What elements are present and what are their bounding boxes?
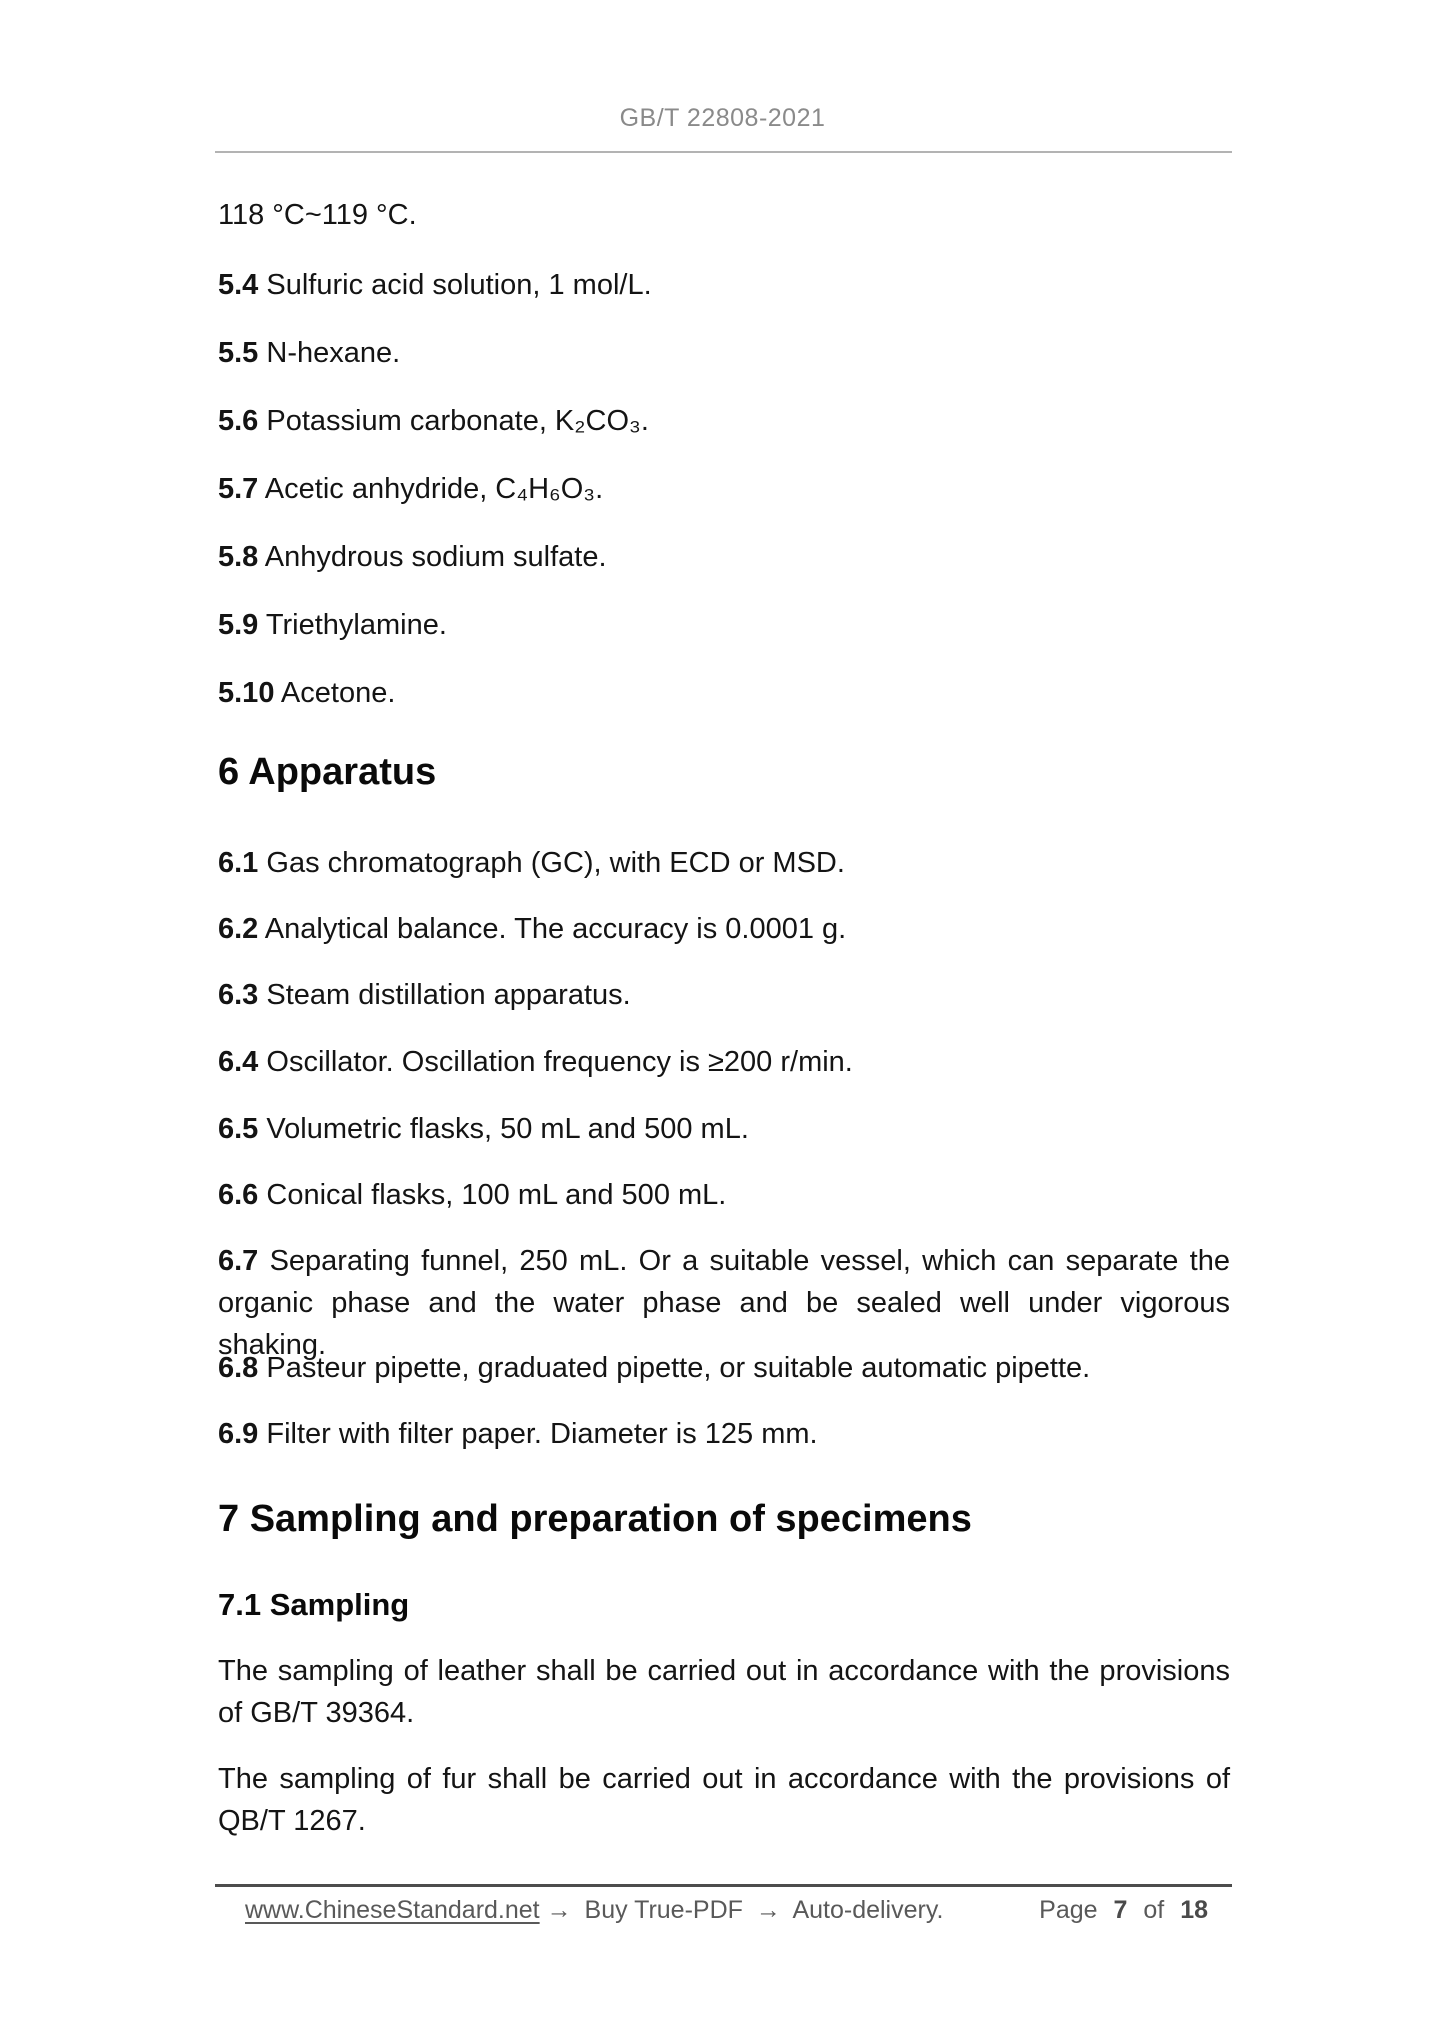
apparatus-item-6-3 (218, 974, 1230, 1016)
section-heading-sampling: 7 Sampling and preparation of specimens (218, 1498, 972, 1540)
clause-number: 6.1 (218, 847, 259, 879)
clause-text: Triethylamine. (265, 609, 447, 641)
apparatus-item-6-2 (218, 908, 1230, 950)
clause-text: Oscillator. Oscillation frequency is ≥200 r/min. (266, 1046, 853, 1078)
clause-number: 5.10 (218, 677, 275, 709)
reagent-item-5-10 (218, 672, 1230, 714)
paragraph-sampling-fur: The sampling of fur shall be carried out in accordance with the provisions of QB/T 1267. (218, 1763, 1230, 1837)
page-label: Page (1039, 1896, 1098, 1924)
reagent-item-5-4 (218, 264, 1230, 306)
page-current: 7 (1113, 1896, 1128, 1924)
clause-number: 6.7 (218, 1245, 259, 1277)
clause-text: N-hexane. (266, 337, 401, 369)
clause-number: 6.3 (218, 979, 259, 1011)
reagent-item-5-8 (218, 536, 1230, 578)
reagent-item-5-6 (218, 400, 1230, 442)
reagent-item-5-7 (218, 468, 1230, 510)
clause-number: 6.5 (218, 1113, 259, 1145)
clause-text: Analytical balance. The accuracy is 0.0001 g. (264, 913, 847, 945)
footer (245, 1893, 1230, 1927)
clause-text: Pasteur pipette, graduated pipette, or suitable automatic pipette. (266, 1352, 1091, 1384)
clause-text: Acetone. (280, 677, 396, 709)
clause-number: 5.6 (218, 405, 259, 437)
apparatus-item-6-9 (218, 1413, 1230, 1455)
clause-number: 5.5 (218, 337, 259, 369)
clause-text: Conical flasks, 100 mL and 500 mL. (266, 1179, 727, 1211)
clause-number: 6.4 (218, 1046, 259, 1078)
arrow-right-icon: → (546, 1896, 572, 1924)
running-header-standard-code: GB/T 22808-2021 (619, 104, 826, 132)
apparatus-item-6-4 (218, 1041, 1230, 1083)
clause-text: Separating funnel, 250 mL. Or a suitable vessel, which can separate the organic phase and the water phase and be sealed well under vigorous shaking. (218, 1245, 1230, 1361)
apparatus-item-6-6 (218, 1174, 1230, 1216)
clause-text: Volumetric flasks, 50 mL and 500 mL. (266, 1113, 749, 1145)
clause-number: 5.9 (218, 609, 259, 641)
footer-buy-text: Buy True-PDF (584, 1896, 743, 1924)
section-heading-apparatus: 6 Apparatus (218, 751, 437, 793)
clause-number: 5.4 (218, 269, 259, 301)
clause-text: Gas chromatograph (GC), with ECD or MSD. (266, 847, 845, 879)
clause-number: 6.2 (218, 913, 259, 945)
reagent-item-5-5 (218, 332, 1230, 374)
page-total: 18 (1180, 1896, 1208, 1924)
arrow-right-icon: → (755, 1896, 781, 1924)
paragraph-sampling-leather: The sampling of leather shall be carried out in accordance with the provisions of GB/T 39364. (218, 1655, 1230, 1729)
footer-rule (215, 1884, 1232, 1887)
clause-text: Filter with filter paper. Diameter is 125 mm. (266, 1418, 818, 1450)
footer-source-line (245, 1893, 949, 1927)
clause-text: Acetic anhydride, C₄H₆O₃. (264, 473, 604, 505)
footer-website-link[interactable]: www.ChineseStandard.net (245, 1896, 540, 1924)
clause-text: Potassium carbonate, K₂CO₃. (266, 405, 649, 437)
apparatus-item-6-5 (218, 1108, 1230, 1150)
clause-number: 6.8 (218, 1352, 259, 1384)
clause-text: Anhydrous sodium sulfate. (264, 541, 607, 573)
apparatus-item-6-1 (218, 842, 1230, 884)
footer-delivery-text: Auto-delivery. (792, 1896, 944, 1924)
page-of-label: of (1143, 1896, 1165, 1924)
clause-number: 6.6 (218, 1179, 259, 1211)
page-indicator (1039, 1893, 1230, 1927)
clause-number: 6.9 (218, 1418, 259, 1450)
header-rule (215, 151, 1232, 153)
clause-number: 5.8 (218, 541, 259, 573)
apparatus-item-6-8 (218, 1347, 1230, 1389)
clause-number: 5.7 (218, 473, 259, 505)
clause-text: Sulfuric acid solution, 1 mol/L. (266, 269, 652, 301)
body-line-temperature: 118 °C~119 °C. (218, 199, 417, 231)
clause-text: Steam distillation apparatus. (266, 979, 631, 1011)
reagent-item-5-9 (218, 604, 1230, 646)
subsection-heading-sampling: 7.1 Sampling (218, 1587, 410, 1622)
